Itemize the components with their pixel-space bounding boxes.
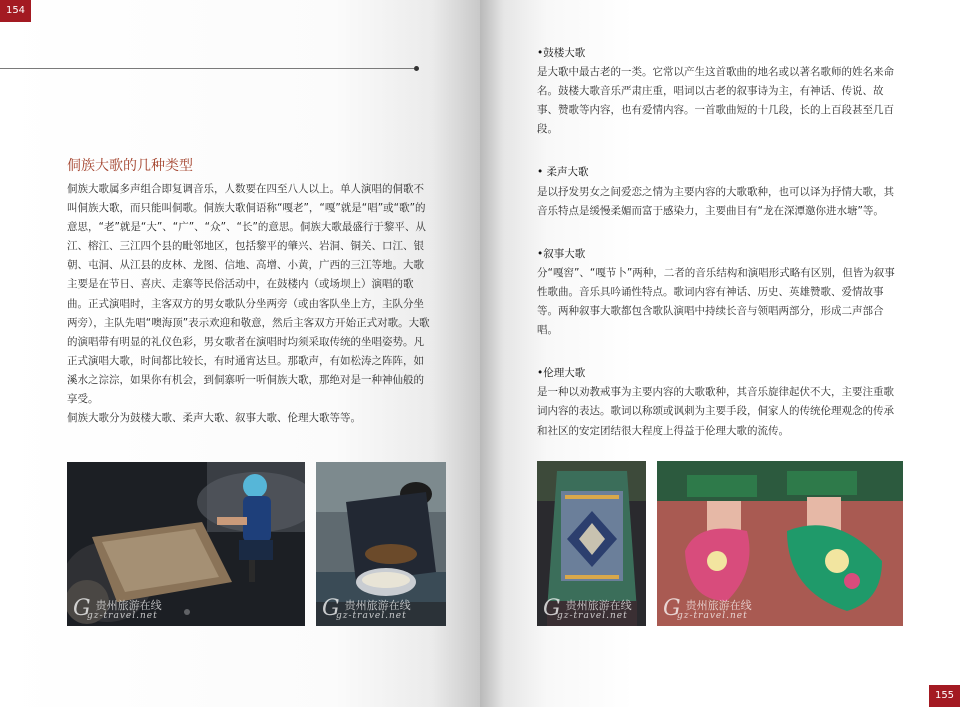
- page-number-left: 154: [0, 0, 31, 22]
- section-heading: •鼓楼大歌: [537, 47, 586, 59]
- watermark-url: gz-travel.net: [87, 611, 158, 621]
- article-paragraph-2: 侗族大歌分为鼓楼大歌、柔声大歌、叙事大歌、伦理大歌等等。: [67, 412, 361, 425]
- watermark: [73, 598, 162, 620]
- section-xushi-dage: [537, 245, 902, 340]
- photo-embroidered-back: [537, 461, 646, 626]
- page-number-right: 155: [929, 685, 960, 707]
- header-rule-dot: [414, 66, 419, 71]
- watermark-logo: G: [543, 596, 561, 621]
- watermark-cn: 贵州旅游在线: [344, 599, 411, 612]
- watermark-url: gz-travel.net: [336, 611, 407, 621]
- section-body: 分“嘎窖”、“嘎节卜”两种，二者的音乐结构和演唱形式略有区别，但皆为叙事性歌曲。音乐具吟诵性特点。歌词内容有神话、历史、英雄赞歌、爱情故事等。两种叙事大歌都包含歌队演唱中持续长音与领唱两部分，形成二声部合唱。: [537, 266, 895, 337]
- section-rousheng-dage: [537, 163, 902, 220]
- watermark-url: gz-travel.net: [557, 611, 628, 621]
- section-heading: •叙事大歌: [537, 247, 586, 260]
- watermark-cn: 贵州旅游在线: [685, 599, 752, 612]
- article-body: [67, 180, 432, 428]
- watermark-cn: 贵州旅游在线: [95, 599, 162, 612]
- watermark: [543, 598, 632, 620]
- section-heading: • 柔声大歌: [537, 166, 589, 179]
- section-gulou-dage: [537, 44, 902, 139]
- section-body: 是以抒发男女之间爱恋之情为主要内容的大歌歌种，也可以译为抒情大歌，其音乐特点是缓慢柔媚而富于感染力，主要曲目有“龙在深潭邀你进水塘”等。: [537, 185, 894, 217]
- article-paragraph-1: 侗族大歌属多声组合即复调音乐，人数要在四至八人以上。单人演唱的侗歌不叫侗族大歌，而只能叫侗歌。侗族大歌侗语称“嘎老”，“嘎”就是“唱”或“歌”的意思，“老”就是“大”、“广”、“众”、“长”的意思。侗族大歌最盛行于黎平、从江、榕江、三江四个县的毗邻地区，包括黎平的肇兴、岩洞、铜关、口江、银朝、屯洞、从江县的皮林、龙图、信地、高增、小黄，广西的三江等地。大歌主要是在节日、喜庆、走寨等民俗活动中，在鼓楼内（或场坝上）演唱的歌曲。正式演唱时，主客双方的男女歌队分坐两旁（或由客队坐上方，主队分坐两旁），主队先唱“噢海顶”表示欢迎和敬意，然后主客双方开始正式对歌。大歌的演唱带有明显的礼仪色彩，男女歌者在演唱时均须采取传统的坐唱姿势。凡正式演唱大歌，时间都比较长，有时通宵达旦。那歌声，有如松涛之阵阵，如溪水之淙淙，如果你有机会，到侗寨听一听侗族大歌，那绝对是一种神仙般的享受。: [67, 183, 430, 406]
- article-title: 侗族大歌的几种类型: [67, 158, 193, 174]
- watermark-url: gz-travel.net: [677, 611, 748, 621]
- watermark: [663, 598, 752, 620]
- watermark-logo: G: [322, 596, 340, 621]
- watermark-logo: G: [663, 596, 681, 621]
- photo-embroidered-shoes: [657, 461, 903, 626]
- section-body: 是大歌中最古老的一类。它常以产生这首歌曲的地名或以著名歌师的姓名来命名。鼓楼大歌音乐严肃庄重，唱词以古老的叙事诗为主，有神话、传说、故事、赞歌等内容，也有爱情内容。一首歌曲短的十几段，长的上百段甚至几百段。: [537, 66, 894, 136]
- photo-woman-washing: [67, 462, 305, 626]
- section-heading: •伦理大歌: [537, 367, 586, 380]
- song-types-list: [537, 44, 902, 465]
- watermark-logo: G: [73, 596, 91, 621]
- watermark-cn: 贵州旅游在线: [565, 599, 632, 612]
- section-lunli-dage: [537, 364, 902, 440]
- header-rule: [0, 68, 414, 69]
- watermark: [322, 598, 411, 620]
- section-body: 是一种以劝教戒事为主要内容的大歌歌种，其音乐旋律起伏不大，主要注重歌词内容的表达。歌词以称颂或讽刺为主要手段，侗家人的传统伦理观念的传承和社区的安定团结很大程度上得益于伦理大歌的流传。: [537, 386, 894, 437]
- photo-man-bowl: [316, 462, 446, 626]
